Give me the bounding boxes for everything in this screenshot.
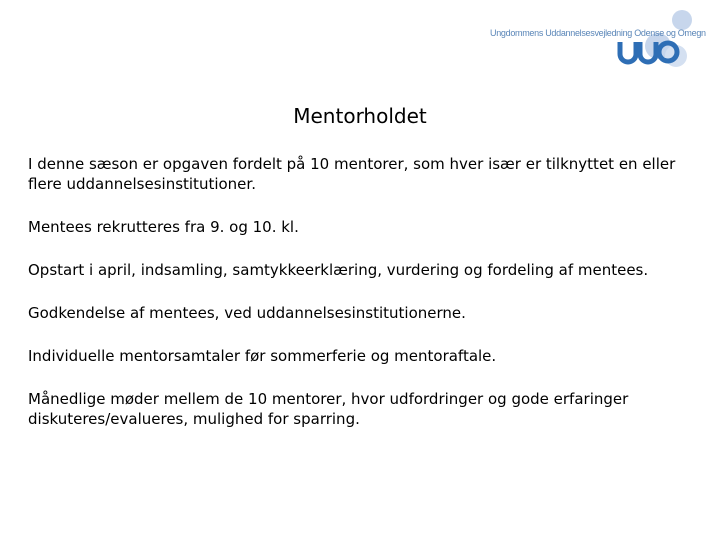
uuo-logo-mark-icon [486,6,716,72]
slide-body [28,154,704,452]
logo-letter-u1 [620,42,636,62]
logo-circle-1 [672,10,692,30]
slide-title: Mentorholdet [293,104,427,128]
paragraph: Godkendelse af mentees, ved uddannelsesinstitutionerne. [28,304,466,322]
paragraph: Individuelle mentorsamtaler før sommerferie og mentoraftale. [28,347,497,365]
paragraph: Månedlige møder mellem de 10 mentorer, hvor udfordringer og gode erfaringer diskuteres/evalueres, mulighed for sparring. [28,390,629,428]
uuo-logo [486,6,716,72]
paragraph: Opstart i april, indsamling, samtykkeerklæring, vurdering og fordeling af mentees. [28,261,649,279]
paragraph: Mentees rekrutteres fra 9. og 10. kl. [28,218,299,236]
paragraph: I denne sæson er opgaven fordelt på 10 mentorer, som hver især er tilknyttet en eller flere uddannelsesinstitutioner. [28,155,676,193]
logo-text: Ungdommens Uddannelsesvejledning Odense og Omegn [490,28,706,38]
